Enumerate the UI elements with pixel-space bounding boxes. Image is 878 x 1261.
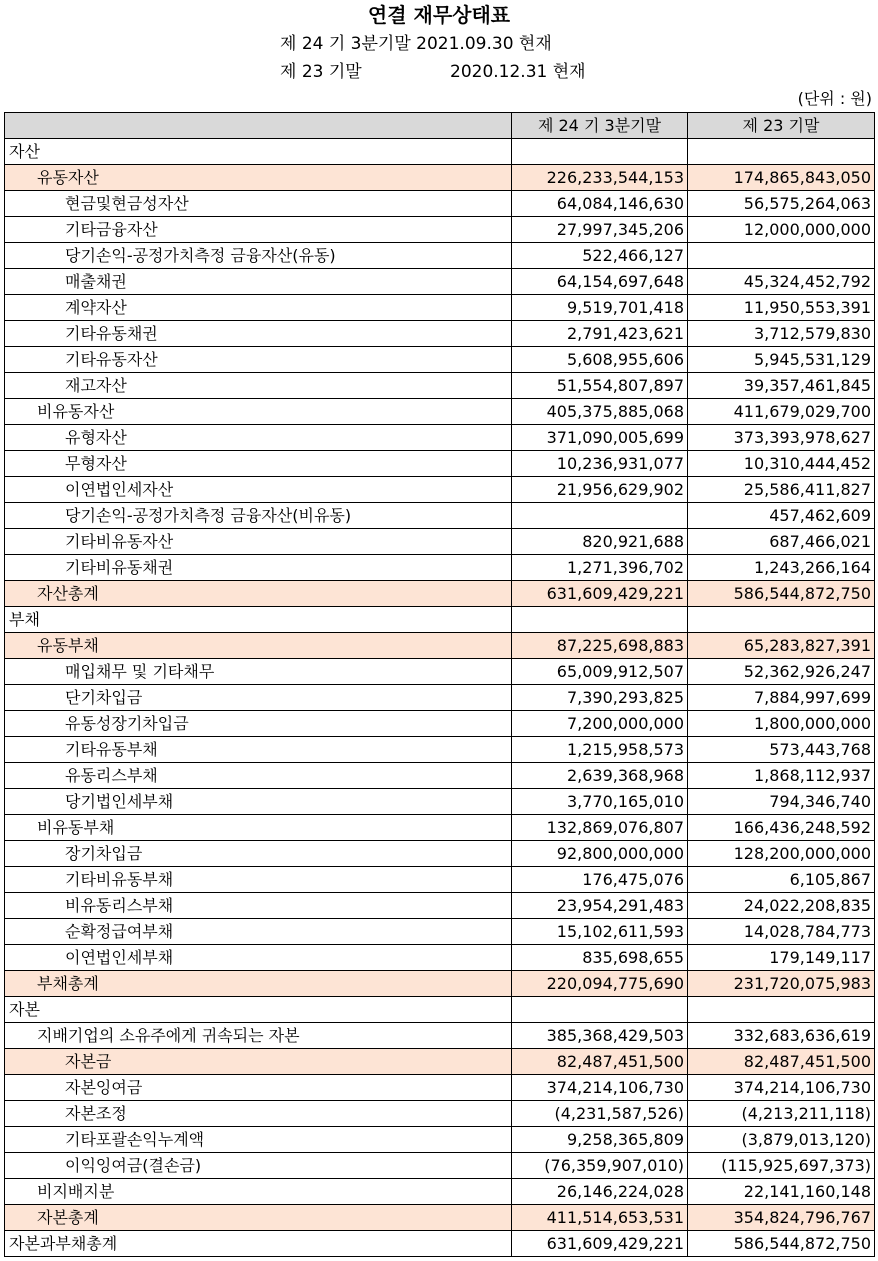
account-name: 비유동자산 [5,399,512,425]
table-row [5,685,875,711]
prior-period-value: 45,324,452,792 [688,269,875,295]
prior-period-value: (3,879,013,120) [688,1127,875,1153]
table-row [5,633,875,659]
account-name: 부채 [5,607,512,633]
table-row [5,893,875,919]
table-body [5,139,875,1257]
table-row [5,945,875,971]
prior-period-value: (4,213,211,118) [688,1101,875,1127]
header-current-period: 제 24 기 3분기말 [512,113,688,139]
account-name: 단기차입금 [5,685,512,711]
table-row [5,321,875,347]
table-row [5,867,875,893]
table-row [5,607,875,633]
header-row [5,113,875,139]
current-period-value: 27,997,345,206 [512,217,688,243]
account-name: 무형자산 [5,451,512,477]
table-row [5,295,875,321]
account-name: 기타금융자산 [5,217,512,243]
current-period-value: (76,359,907,010) [512,1153,688,1179]
prior-period-value: 166,436,248,592 [688,815,875,841]
prior-period-value [688,243,875,269]
current-period-value: 7,390,293,825 [512,685,688,711]
table-row [5,529,875,555]
table-row [5,1101,875,1127]
header-prior-period: 제 23 기말 [688,113,875,139]
current-period-value: 176,475,076 [512,867,688,893]
prior-period-value: 794,346,740 [688,789,875,815]
account-name: 비지배지분 [5,1179,512,1205]
current-period-value: 9,519,701,418 [512,295,688,321]
table-row [5,399,875,425]
current-period-value: 64,154,697,648 [512,269,688,295]
current-period-value: 5,608,955,606 [512,347,688,373]
current-period-value: 64,084,146,630 [512,191,688,217]
current-period-value: 65,009,912,507 [512,659,688,685]
current-period-value: 9,258,365,809 [512,1127,688,1153]
table-row [5,347,875,373]
table-row [5,659,875,685]
table-row [5,217,875,243]
account-name: 기타비유동채권 [5,555,512,581]
prior-period-value: 1,868,112,937 [688,763,875,789]
current-period-value: 835,698,655 [512,945,688,971]
account-name: 유동성장기차입금 [5,711,512,737]
account-name: 자본과부채총계 [5,1231,512,1257]
table-row [5,269,875,295]
table-row [5,243,875,269]
current-period-value: 631,609,429,221 [512,1231,688,1257]
account-name: 비유동부채 [5,815,512,841]
table-row [5,841,875,867]
prior-period-value [688,139,875,165]
account-name: 기타유동채권 [5,321,512,347]
table-row [5,1231,875,1257]
prior-period-value: 174,865,843,050 [688,165,875,191]
account-name: 자본조정 [5,1101,512,1127]
prior-period-value: 1,243,266,164 [688,555,875,581]
table-row [5,581,875,607]
table-row [5,1023,875,1049]
current-period-value: (4,231,587,526) [512,1101,688,1127]
current-period-value: 405,375,885,068 [512,399,688,425]
current-period-value [512,503,688,529]
current-period-value: 220,094,775,690 [512,971,688,997]
prior-period-value: 24,022,208,835 [688,893,875,919]
period-current: 제 24 기 3분기말 2021.09.30 현재 [280,34,552,54]
current-period-value: 87,225,698,883 [512,633,688,659]
account-name: 자산 [5,139,512,165]
current-period-value: 51,554,807,897 [512,373,688,399]
current-period-value: 226,233,544,153 [512,165,688,191]
table-row [5,503,875,529]
account-name: 당기손익-공정가치측정 금융자산(유동) [5,243,512,269]
prior-period-value: 332,683,636,619 [688,1023,875,1049]
account-name: 이연법인세자산 [5,477,512,503]
prior-period-value: 65,283,827,391 [688,633,875,659]
table-row [5,711,875,737]
table-row [5,997,875,1023]
prior-period-value: 6,105,867 [688,867,875,893]
table-row [5,815,875,841]
table-row [5,451,875,477]
prior-period-value: 586,544,872,750 [688,1231,875,1257]
account-name: 유동리스부채 [5,763,512,789]
current-period-value: 820,921,688 [512,529,688,555]
account-name: 당기법인세부채 [5,789,512,815]
prior-period-value: 1,800,000,000 [688,711,875,737]
prior-period-value: 56,575,264,063 [688,191,875,217]
table-row [5,789,875,815]
account-name: 계약자산 [5,295,512,321]
account-name: 기타비유동자산 [5,529,512,555]
current-period-value: 1,271,396,702 [512,555,688,581]
prior-period-value: 14,028,784,773 [688,919,875,945]
prior-period-value: 5,945,531,129 [688,347,875,373]
account-name: 이익잉여금(결손금) [5,1153,512,1179]
current-period-value: 411,514,653,531 [512,1205,688,1231]
table-row [5,1153,875,1179]
account-name: 비유동리스부채 [5,893,512,919]
prior-period-value: 39,357,461,845 [688,373,875,399]
account-name: 유동자산 [5,165,512,191]
account-name: 자본 [5,997,512,1023]
account-name: 자본금 [5,1049,512,1075]
current-period-value: 26,146,224,028 [512,1179,688,1205]
account-name: 유동부채 [5,633,512,659]
prior-period-value: 354,824,796,767 [688,1205,875,1231]
prior-period-value: 457,462,609 [688,503,875,529]
account-name: 자본총계 [5,1205,512,1231]
table-row [5,139,875,165]
account-name: 기타유동부채 [5,737,512,763]
prior-period-value [688,997,875,1023]
account-name: 기타유동자산 [5,347,512,373]
table-row [5,1179,875,1205]
current-period-value [512,607,688,633]
table-row [5,737,875,763]
table-row [5,763,875,789]
prior-period-value: 12,000,000,000 [688,217,875,243]
current-period-value: 371,090,005,699 [512,425,688,451]
current-period-value: 522,466,127 [512,243,688,269]
table-row [5,1049,875,1075]
balance-sheet-table [4,112,875,1257]
account-name: 기타포괄손익누계액 [5,1127,512,1153]
prior-period-value: 11,950,553,391 [688,295,875,321]
account-name: 기타비유동부채 [5,867,512,893]
prior-period-value: 374,214,106,730 [688,1075,875,1101]
account-name: 유형자산 [5,425,512,451]
table-row [5,971,875,997]
table-row [5,919,875,945]
current-period-value: 2,791,423,621 [512,321,688,347]
prior-period-value: 10,310,444,452 [688,451,875,477]
prior-period-value: 7,884,997,699 [688,685,875,711]
current-period-value: 23,954,291,483 [512,893,688,919]
table-row [5,1127,875,1153]
account-name: 현금및현금성자산 [5,191,512,217]
current-period-value: 631,609,429,221 [512,581,688,607]
account-name: 매입채무 및 기타채무 [5,659,512,685]
statement-title: 연결 재무상태표 [367,3,511,27]
prior-period-value: 25,586,411,827 [688,477,875,503]
account-name: 순확정급여부채 [5,919,512,945]
table-row [5,191,875,217]
prior-period-value [688,607,875,633]
period-prior-date: 2020.12.31 현재 [450,62,586,82]
prior-period-value: 52,362,926,247 [688,659,875,685]
current-period-value: 385,368,429,503 [512,1023,688,1049]
current-period-value: 374,214,106,730 [512,1075,688,1101]
table-row [5,1075,875,1101]
table-row [5,1205,875,1231]
current-period-value: 7,200,000,000 [512,711,688,737]
prior-period-value: 231,720,075,983 [688,971,875,997]
account-name: 매출채권 [5,269,512,295]
current-period-value: 92,800,000,000 [512,841,688,867]
table-row [5,555,875,581]
prior-period-value: 586,544,872,750 [688,581,875,607]
current-period-value [512,997,688,1023]
account-name: 자산총계 [5,581,512,607]
table-row [5,165,875,191]
current-period-value: 3,770,165,010 [512,789,688,815]
account-name: 당기손익-공정가치측정 금융자산(비유동) [5,503,512,529]
prior-period-value: (115,925,697,373) [688,1153,875,1179]
prior-period-value: 22,141,160,148 [688,1179,875,1205]
current-period-value: 10,236,931,077 [512,451,688,477]
unit-label: (단위 : 원) [797,89,872,108]
account-name: 자본잉여금 [5,1075,512,1101]
account-name: 이연법인세부채 [5,945,512,971]
header-account [5,113,512,139]
prior-period-value: 411,679,029,700 [688,399,875,425]
account-name: 부채총계 [5,971,512,997]
period-prior-label: 제 23 기말 [280,62,362,82]
prior-period-value: 373,393,978,627 [688,425,875,451]
table-row [5,373,875,399]
table-row [5,425,875,451]
account-name: 지배기업의 소유주에게 귀속되는 자본 [5,1023,512,1049]
account-name: 장기차입금 [5,841,512,867]
table-row [5,477,875,503]
account-name: 재고자산 [5,373,512,399]
prior-period-value: 82,487,451,500 [688,1049,875,1075]
current-period-value: 82,487,451,500 [512,1049,688,1075]
current-period-value: 15,102,611,593 [512,919,688,945]
prior-period-value: 179,149,117 [688,945,875,971]
current-period-value: 2,639,368,968 [512,763,688,789]
current-period-value: 132,869,076,807 [512,815,688,841]
current-period-value: 1,215,958,573 [512,737,688,763]
prior-period-value: 573,443,768 [688,737,875,763]
current-period-value [512,139,688,165]
prior-period-value: 687,466,021 [688,529,875,555]
period-prior [280,61,586,83]
prior-period-value: 3,712,579,830 [688,321,875,347]
prior-period-value: 128,200,000,000 [688,841,875,867]
current-period-value: 21,956,629,902 [512,477,688,503]
